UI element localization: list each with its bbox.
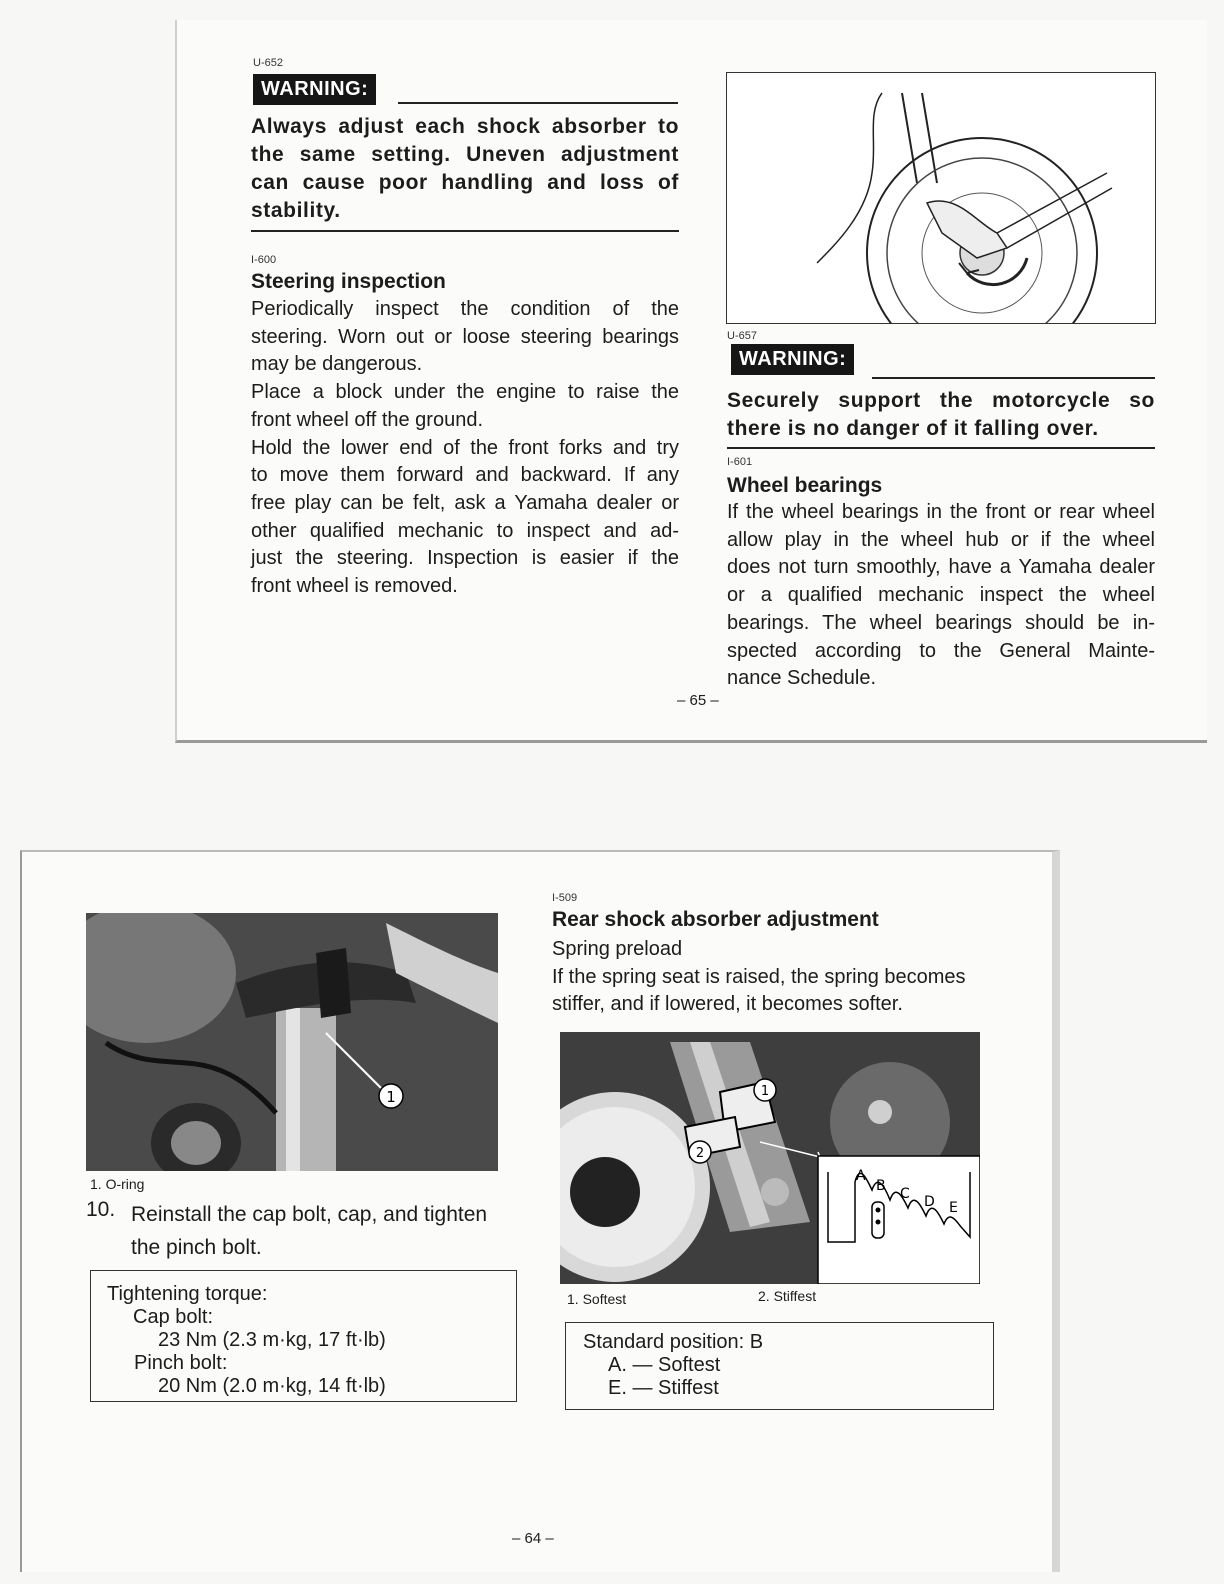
- inset-letter-c: C: [900, 1186, 910, 1202]
- rear-heading: Rear shock absorber adjustment: [552, 908, 879, 931]
- code-steering: I-600: [251, 254, 277, 266]
- oring-caption: 1. O-ring: [90, 1176, 145, 1192]
- code-warning-2: U-657: [727, 330, 757, 342]
- steering-paragraph: Periodically inspect the condition of the steering. Worn out or loose steering bearings may be dangerous. Place a block under the engine to raise the front wheel off the ground. Hold the lower end of the front forks and try to move them forward and backward. If any free play can be felt, ask a Yamaha dealer or other qualified mechanic to inspect and ad- just the steering. Inspection is easier if the front wheel is removed.: [251, 298, 679, 598]
- wheel-paragraph: If the wheel bearings in the front or rear wheel allow play in the wheel hub or if the wheel does not turn smoothly, have a Yamaha dealer or a qualified mechanic inspect the wheel bearings. The wheel bearings should be in- spected according to the General Mainte- nance Schedule.: [727, 501, 1155, 690]
- rear-shock-photo: [560, 1032, 980, 1284]
- oring-photo-drawing: [86, 913, 498, 1171]
- page-number-64: – 64 –: [512, 1530, 554, 1547]
- inset-letter-e: E: [949, 1200, 958, 1216]
- step-text: Reinstall the cap bolt, cap, and tighten the pinch bolt.: [131, 1203, 488, 1259]
- oring-photo: [86, 913, 498, 1171]
- rear-shock-drawing: [560, 1032, 980, 1284]
- step-number: 10.: [86, 1198, 116, 1221]
- code-wheel: I-601: [727, 456, 753, 468]
- code-rear: I-509: [552, 892, 578, 904]
- warning-2-top-rule: [872, 377, 1155, 379]
- torque-box: Tightening torque: Cap bolt: 23 Nm (2.3 m·kg, 17 ft·lb) Pinch bolt: 20 Nm (2.0 m·kg, 14 ft·lb): [90, 1270, 517, 1402]
- front-wheel-illustration: [726, 72, 1156, 324]
- shock-callout-1: 1: [760, 1084, 770, 1099]
- page-number-65: – 65 –: [677, 692, 719, 709]
- stiffest-caption: 2. Stiffest: [758, 1288, 817, 1304]
- warning-1-top-rule: [398, 102, 678, 104]
- warning-badge-2: WARNING:: [731, 344, 854, 375]
- shock-callout-2: 2: [695, 1146, 705, 1161]
- softest-caption: 1. Softest: [567, 1291, 627, 1307]
- inset-letter-a: A: [856, 1168, 866, 1184]
- steering-heading: Steering inspection: [251, 270, 446, 293]
- warning-2-bottom-rule: [727, 447, 1155, 449]
- front-wheel-drawing: [727, 73, 1155, 323]
- oring-callout-1: 1: [386, 1088, 396, 1106]
- rear-paragraph: Spring preload If the spring seat is raised, the spring becomes stiffer, and if lowered, it becomes softer.: [552, 938, 966, 1015]
- warning-badge-1: WARNING:: [253, 74, 376, 105]
- inset-letter-d: D: [924, 1194, 935, 1210]
- code-warning-1: U-652: [253, 57, 283, 69]
- warning-1-text: Always adjust each shock absorber to the same setting. Uneven adjustment can cause poor handling and loss of stability.: [251, 115, 679, 222]
- inset-letter-b: B: [876, 1178, 886, 1194]
- standard-position-box: Standard position: B A. — Softest E. — Stiffest: [565, 1322, 994, 1410]
- warning-1-bottom-rule: [251, 230, 679, 232]
- warning-2-text: Securely support the motorcycle so there is no danger of it falling over.: [727, 389, 1155, 440]
- wheel-heading: Wheel bearings: [727, 474, 883, 497]
